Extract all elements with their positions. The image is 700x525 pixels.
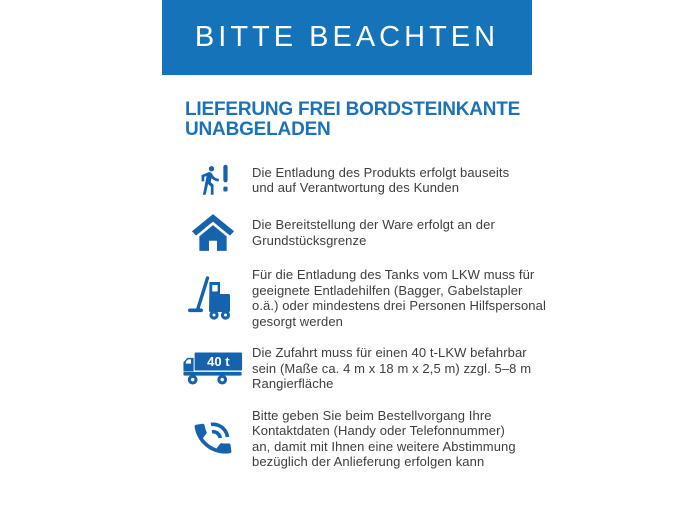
notice-item-list <box>162 162 546 470</box>
subtitle-line-1: LIEFERUNG FREI BORDSTEINKANTE <box>185 99 521 120</box>
subtitle-line-2: UNABGELADEN <box>185 119 331 140</box>
item-text-line: sein (Maße ca. 4 m x 18 m x 2,5 m) zzgl. 5–8 m <box>252 360 532 376</box>
home-icon <box>180 214 245 251</box>
notice-content <box>162 0 546 470</box>
item-text <box>245 165 509 196</box>
truck-40t-icon <box>180 349 245 388</box>
item-contact-details <box>162 408 532 470</box>
forklift-icon <box>180 275 245 321</box>
item-text-line: Für die Entladung des Tanks vom LKW muss für <box>252 267 535 282</box>
item-text-line: an, damit mit Ihnen eine weitere Abstimmung <box>252 438 516 454</box>
subtitle <box>185 100 532 140</box>
item-text-line: Kontaktdaten (Handy oder Telefonnummer) <box>252 423 505 438</box>
item-text <box>245 345 531 392</box>
item-text <box>245 408 516 470</box>
item-text <box>245 267 546 329</box>
item-text-line: o.ä.) oder mindestens drei Personen Hilfspersonal <box>252 298 546 313</box>
item-text-line: Die Entladung des Produkts erfolgt bauseits <box>252 164 510 180</box>
item-text-line: gesorgt werden <box>252 313 344 329</box>
item-text-line: Die Zufahrt muss für einen 40 t-LKW befahrbar <box>252 345 527 360</box>
item-unloading-responsibility <box>162 162 532 198</box>
item-text <box>245 217 495 248</box>
item-provision-at-property-line <box>162 214 532 251</box>
item-text-line: Bitte geben Sie beim Bestellvorgang Ihre <box>252 407 492 423</box>
pedestrian-warning-icon <box>180 162 245 198</box>
item-text-line: Die Bereitstellung der Ware erfolgt an der <box>252 217 495 232</box>
phone-icon <box>180 417 245 461</box>
item-text-line: Grundstücksgrenze <box>252 232 367 248</box>
item-truck-access <box>162 345 532 392</box>
item-unloading-aids <box>162 267 546 329</box>
banner <box>162 0 532 75</box>
item-text-line: und auf Verantwortung des Kunden <box>252 180 460 195</box>
item-text-line: Rangierfläche <box>252 376 334 391</box>
banner-title: BITTE BEACHTEN <box>194 21 500 53</box>
item-text-line: geeignete Entladehilfen (Bagger, Gabelstapler <box>252 282 523 298</box>
truck-weight-label: 40 t <box>206 353 230 369</box>
item-text-line: bezüglich der Anlieferung erfolgen kann <box>252 454 485 469</box>
